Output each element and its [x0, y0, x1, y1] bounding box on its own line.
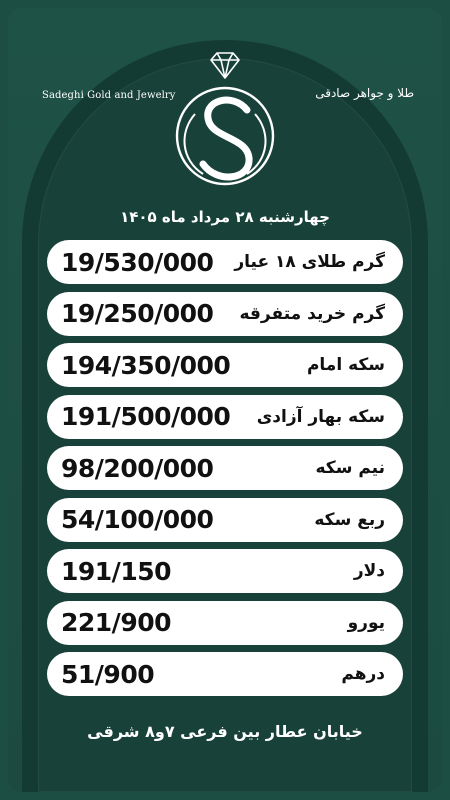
store-address: خیابان عطار بین فرعی ۷و۸ شرقی — [87, 722, 363, 741]
price-value: 19/530/000 — [61, 247, 214, 277]
price-value: 51/900 — [61, 659, 155, 689]
price-value: 191/150 — [61, 556, 172, 586]
price-label: دلار — [353, 561, 385, 581]
price-label: نیم سکه — [315, 458, 385, 478]
brand-name-en: Sadeghi Gold and Jewelry — [42, 90, 176, 101]
brand-name-fa: طلا و جواهر صادقی — [315, 86, 414, 100]
price-row-euro — [47, 601, 403, 645]
price-value: 191/500/000 — [61, 402, 231, 431]
price-label: درهم — [341, 664, 385, 684]
price-row-gold-buy — [47, 292, 403, 336]
price-row-quarter-coin — [47, 498, 403, 542]
price-label: یورو — [347, 612, 385, 633]
price-row-dollar — [47, 549, 403, 593]
price-value: 19/250/000 — [61, 299, 214, 328]
price-row-dirham — [47, 652, 403, 696]
price-list — [47, 240, 403, 704]
price-label: گرم خرید متفرقه — [239, 303, 385, 324]
price-label: سکه بهار آزادی — [256, 406, 385, 427]
price-row-imam-coin — [47, 343, 403, 387]
price-value: 194/350/000 — [61, 350, 231, 380]
price-value: 98/200/000 — [61, 453, 214, 483]
letter-s-monogram-icon — [177, 88, 273, 184]
price-label: گرم طلای ۱۸ عیار — [234, 252, 385, 272]
price-label: سکه امام — [306, 355, 385, 375]
price-row-gold-18k — [47, 240, 403, 284]
date-heading: چهارشنبه ۲۸ مرداد ماه ۱۴۰۵ — [120, 208, 330, 226]
diamond-icon — [211, 53, 239, 78]
price-label: ربع سکه — [314, 509, 385, 530]
price-value: 221/900 — [61, 608, 172, 637]
price-row-bahar-coin — [47, 395, 403, 439]
price-row-half-coin — [47, 446, 403, 490]
price-value: 54/100/000 — [61, 505, 214, 534]
brand-logo — [165, 48, 285, 194]
